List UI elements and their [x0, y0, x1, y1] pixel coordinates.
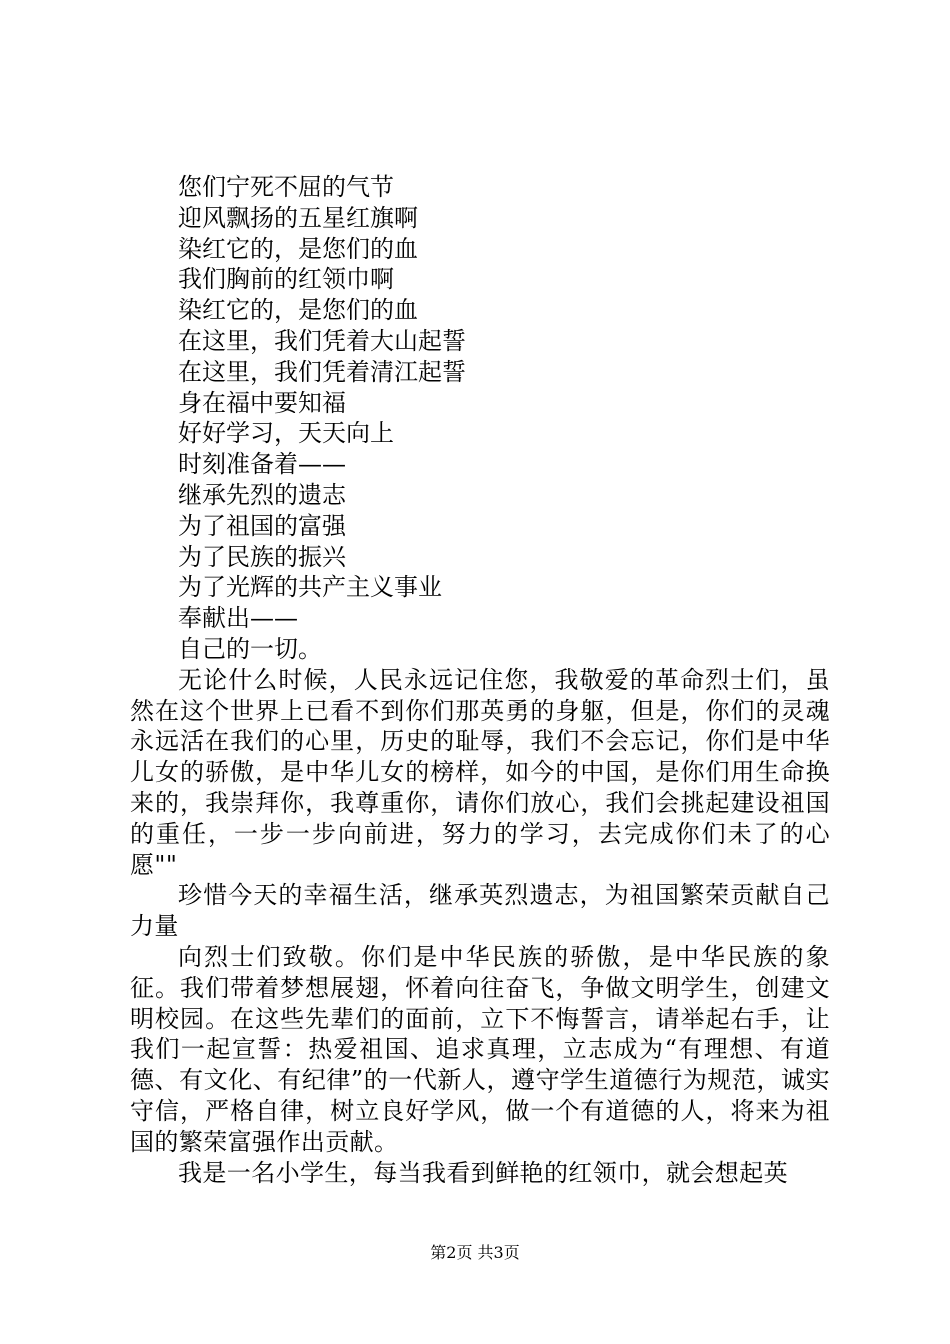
verse-line: 为了祖国的富强 — [178, 511, 346, 540]
page-footer — [0, 1243, 950, 1263]
verse-line: 染红它的，是您们的血 — [178, 296, 418, 325]
body-paragraph: 珍惜今天的幸福生活，继承英烈遗志，为祖国繁荣贡献自己力量 — [130, 881, 830, 941]
body-paragraph: 无论什么时候，人民永远记住您，我敬爱的革命烈士们，虽然在这个世界上已看不到你们那英勇的身躯，但是，你们的灵魂永远活在我们的心里，历史的耻辱，我们不会忘记，你们是中华儿女的骄傲，是中华儿女的榜样，如今的中国，是你们用生命换来的，我崇拜你，我尊重你，请你们放心，我们会挑起建设祖国的重任，一步一步向前进，努力的学习，去完成你们未了的心愿"" — [130, 665, 830, 879]
body-paragraph: 我是一名小学生，每当我看到鲜艳的红领巾，就会想起英 — [178, 1158, 788, 1187]
verse-line: 好好学习，天天向上 — [178, 419, 394, 448]
verse-line: 身在福中要知福 — [178, 388, 346, 417]
document-body — [130, 172, 830, 1188]
verse-line: 为了光辉的共产主义事业 — [178, 573, 442, 602]
verse-line: 自己的一切。 — [178, 634, 322, 663]
poem-verse — [130, 172, 830, 665]
verse-line: 时刻准备着—— — [178, 450, 346, 479]
body-paragraph: 向烈士们致敬。你们是中华民族的骄傲，是中华民族的象征。我们带着梦想展翅，怀着向往奋飞，争做文明学生，创建文明校园。在这些先辈们的面前，立下不悔誓言，请举起右手，让我们一起宣誓：热爱祖国、追求真理，立志成为“有理想、有道德、有文化、有纪律”的一代新人，遵守学生道德行为规范，诚实守信，严格自律，树立良好学风，做一个有道德的人，将来为祖国的繁荣富强作出贡献。 — [130, 942, 830, 1156]
verse-line: 在这里，我们凭着大山起誓 — [178, 326, 466, 355]
verse-line: 染红它的，是您们的血 — [178, 234, 418, 263]
page-number-label: 第2页 共3页 — [430, 1243, 520, 1262]
verse-line: 我们胸前的红领巾啊 — [178, 265, 394, 294]
verse-line: 迎风飘扬的五星红旗啊 — [178, 203, 418, 232]
verse-line: 在这里，我们凭着清江起誓 — [178, 357, 466, 386]
verse-line: 您们宁死不屈的气节 — [178, 173, 394, 201]
verse-line: 为了民族的振兴 — [178, 542, 346, 571]
verse-line: 继承先烈的遗志 — [178, 480, 346, 509]
verse-line: 奉献出—— — [178, 604, 298, 633]
